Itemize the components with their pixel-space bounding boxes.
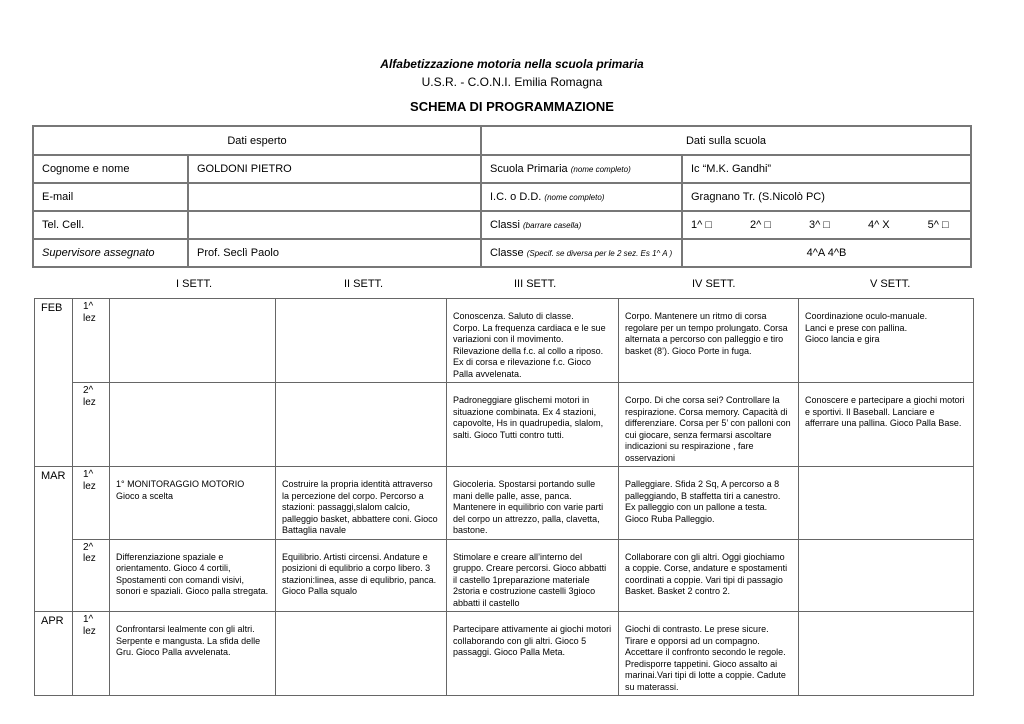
activity-cell (619, 612, 799, 696)
class-checkboxes (682, 211, 971, 239)
activity-cell (276, 383, 447, 467)
week-label: II SETT. (344, 278, 384, 290)
month-cell: FEB (35, 299, 73, 467)
activity-cell (619, 299, 799, 383)
class-checkbox[interactable]: 1^ □ (691, 219, 712, 231)
info-label-text: Classi (490, 219, 520, 231)
doc-subtitle: U.S.R. - C.O.N.I. Emilia Romagna (421, 75, 603, 89)
info-label (481, 239, 682, 267)
info-label-note: (nome completo) (570, 165, 631, 174)
info-value: Gragnano Tr. (S.Nicolò PC) (682, 183, 971, 211)
activity-text (116, 385, 269, 395)
activity-cell (110, 539, 276, 612)
schedule-row (35, 467, 974, 540)
activity-cell (799, 612, 974, 696)
month-cell: MAR (35, 467, 73, 612)
lesson-cell: 2^ lez (73, 383, 110, 467)
info-value: Prof. Seclì Paolo (188, 239, 481, 267)
activity-cell (447, 383, 619, 467)
info-label-text: Classe (490, 247, 524, 259)
activity-cell (276, 299, 447, 383)
activity-text (805, 614, 967, 624)
activity-cell (799, 539, 974, 612)
info-label-note: (barrare casella) (523, 221, 582, 230)
activity-cell (276, 612, 447, 696)
info-label-text: Scuola Primaria (490, 163, 568, 175)
activity-cell (619, 383, 799, 467)
activity-cell (799, 299, 974, 383)
activity-text (282, 385, 440, 395)
info-label: Tel. Cell. (33, 211, 188, 239)
class-checkbox[interactable]: 3^ □ (808, 219, 830, 231)
doc-title: Alfabetizzazione motoria nella scuola primaria (380, 57, 644, 71)
info-value: Ic “M.K. Gandhi” (682, 155, 971, 183)
lesson-cell: 2^ lez (73, 539, 110, 612)
info-label: Supervisore assegnato (33, 239, 188, 267)
lesson-cell: 1^ lez (73, 467, 110, 540)
activity-cell (447, 539, 619, 612)
activity-cell (619, 467, 799, 540)
info-label (481, 211, 682, 239)
activity-cell (110, 467, 276, 540)
activity-cell (799, 383, 974, 467)
info-label: E-mail (33, 183, 188, 211)
info-label-note: (nome completo) (544, 193, 605, 202)
week-label: III SETT. (514, 278, 557, 290)
info-label-note: (Specif. se diversa per le 2 sez. Es 1^ A ) (526, 249, 673, 258)
school-data-header: Dati sulla scuola (481, 126, 971, 155)
activity-text: Costruire la propria identità attraverso la percezione del corpo. Percorso a stazioni: passaggi,slalom calcio, palleggio basket, abbattere coni. Gioco Battaglia navale (282, 479, 438, 535)
week-label: V SETT. (870, 278, 911, 290)
activity-text: Palleggiare. Sfida 2 Sq, A percorso a 8 palleggiando, B staffetta tiri a canestro. Ex palleggio con un pallone a testa. Gioco Ruba Palleggio. (625, 479, 781, 524)
month-cell: APR (35, 612, 73, 696)
expert-data-header: Dati esperto (33, 126, 481, 155)
activity-cell (447, 299, 619, 383)
info-value: GOLDONI PIETRO (188, 155, 481, 183)
schedule-row (35, 612, 974, 696)
info-label: Cognome e nome (33, 155, 188, 183)
info-label (481, 183, 682, 211)
activity-text: Conoscenza. Saluto di classe. Corpo. La frequenza cardiaca e le sue variazioni con il movimento. Rilevazione della f.c. al collo a riposo. Ex di corsa e rilevazione f.c. Gioco Palla avvelenata. (453, 311, 606, 379)
activity-text: Equilibrio. Artisti circensi. Andature e posizioni di equlibrio a corpo libero. 3 stazioni:linea, asse di equlibrio, panca. Gioco Palla squalo (282, 551, 437, 596)
activity-text: 1° MONITORAGGIO MOTORIO Gioco a scelta (116, 479, 245, 501)
activity-cell (110, 612, 276, 696)
activity-cell (447, 612, 619, 696)
activity-cell (447, 467, 619, 540)
info-table (32, 125, 972, 268)
activity-text: Corpo. Di che corsa sei? Controllare la respirazione. Corsa memory. Capacità di differenziare. Corsa per 5’ con palloni con cui giocare, senza fermarsi ascoltare indicazioni su respirazione , fare osservazioni (625, 395, 791, 463)
schedule-row (35, 299, 974, 383)
activity-text: Giochi di contrasto. Le prese sicure. Tirare e opporsi ad un compagno. Accettare il confronto secondo le regole. Predisporre tappetini. Gioco assalto ai marinai.Vari tipi di lotte a coppie. Cadute su materassi. (625, 624, 786, 692)
activity-cell (110, 299, 276, 383)
activity-text: Giocoleria. Spostarsi portando sulle mani delle palle, asse, panca. Mantenere in equilibrio con varie parti del corpo un attrezzo, palla, clavetta, bastone. (453, 479, 604, 535)
activity-text (805, 542, 967, 552)
lesson-cell: 1^ lez (73, 612, 110, 696)
week-label: I SETT. (176, 278, 213, 290)
activity-cell (276, 539, 447, 612)
activity-text: Differenziazione spaziale e orientamento. Gioco 4 cortili, Spostamenti con comandi visivi, sonori e spaziali. Gioco palla stregata. (116, 551, 269, 596)
activity-text: Partecipare attivamente ai giochi motori collaborando con gli altri. Gioco 5 passaggi. Gioco Palla Meta. (453, 624, 612, 657)
activity-text: Stimolare e creare all’interno del gruppo. Creare percorsi. Gioco abbatti il castello 1preparazione materiale 2storia e costruzione castelli 3gioco abbatti il castello (453, 551, 607, 608)
week-label: IV SETT. (692, 278, 736, 290)
info-value: 4^A 4^B (682, 239, 971, 267)
activity-cell (110, 383, 276, 467)
doc-heading: SCHEMA DI PROGRAMMAZIONE (410, 99, 614, 114)
activity-text (282, 301, 440, 311)
activity-text: Confrontarsi lealmente con gli altri. Serpente e mangusta. La sfida delle Gru. Gioco Palla avvelenata. (116, 624, 261, 657)
info-value (188, 211, 481, 239)
lesson-cell: 1^ lez (73, 299, 110, 383)
schedule-row (35, 383, 974, 467)
activity-cell (619, 539, 799, 612)
activity-cell (276, 467, 447, 540)
activity-text: Padroneggiare glischemi motori in situazione combinata. Ex 4 stazioni, capovolte, Hs in quadrupedia, slalom, salti. Gioco Tutti contro tutti. (453, 395, 604, 440)
class-checkbox[interactable]: 5^ □ (927, 219, 949, 231)
info-label (481, 155, 682, 183)
activity-text: Collaborare con gli altri. Oggi giochiamo a coppie. Corse, andature e spostamenti coordinati a coppie. Vari tipi di passagio Basket. Basket 2 contro 2. (625, 551, 788, 596)
activity-text: Corpo. Mantenere un ritmo di corsa regolare per un tempo prolungato. Corsa alternata a percorso con palleggio e tiro basket (8’). Gioco Porte in fuga. (625, 311, 788, 356)
activity-text (116, 301, 269, 311)
schedule-table (34, 298, 974, 696)
activity-text: Coordinazione oculo-manuale. Lanci e prese con pallina. Gioco lancia e gira (805, 311, 928, 344)
activity-cell (799, 467, 974, 540)
info-label-text: I.C. o D.D. (490, 191, 542, 203)
activity-text (282, 614, 440, 624)
schedule-row (35, 539, 974, 612)
info-value (188, 183, 481, 211)
activity-text (805, 469, 967, 479)
activity-text: Conoscere e partecipare a giochi motori e sportivi. Il Baseball. Lanciare e afferrare una pallina. Gioco Palla Base. (805, 395, 965, 428)
class-checkbox[interactable]: 2^ □ (749, 219, 771, 231)
class-checkbox[interactable]: 4^ X (867, 219, 890, 231)
